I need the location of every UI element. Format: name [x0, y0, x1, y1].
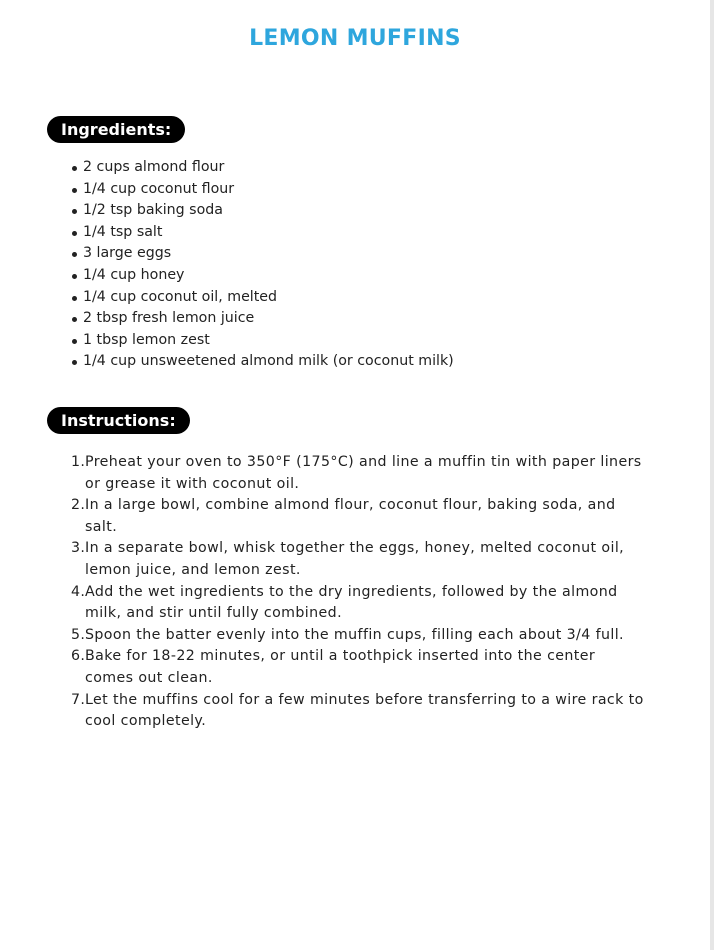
- ingredient-item: 1/4 cup coconut oil, melted: [83, 287, 454, 309]
- ingredient-item: 2 tbsp fresh lemon juice: [83, 308, 454, 330]
- instruction-step: [71, 452, 645, 495]
- ingredient-item: 1/4 tsp salt: [83, 222, 454, 244]
- ingredients-heading: Ingredients:: [47, 116, 185, 143]
- step-text: Add the wet ingredients to the dry ingredients, followed by the almond milk, and stir until fully combined.: [85, 583, 618, 622]
- step-text: In a separate bowl, whisk together the eggs, honey, melted coconut oil, lemon juice, and lemon zest.: [85, 540, 625, 578]
- instructions-heading: Instructions:: [47, 407, 190, 434]
- step-number: 6.: [71, 648, 86, 665]
- step-text: Preheat your oven to 350°F (175°C) and line a muffin tin with paper liners or grease it with coconut oil.: [85, 454, 642, 492]
- step-number: 2.: [71, 497, 86, 514]
- ingredient-item: 1/4 cup unsweetened almond milk (or coconut milk): [83, 351, 454, 373]
- ingredient-item: 2 cups almond flour: [83, 157, 454, 179]
- ingredient-item: 3 large eggs: [83, 243, 454, 265]
- step-number: 4.: [71, 583, 86, 600]
- step-text: In a large bowl, combine almond flour, coconut flour, baking soda, and salt.: [85, 497, 616, 535]
- instruction-step: [71, 582, 645, 625]
- step-text: Let the muffins cool for a few minutes before transferring to a wire rack to cool completely.: [85, 691, 644, 730]
- step-number: 1.: [71, 454, 86, 470]
- instruction-step: [71, 495, 645, 538]
- ingredient-item: 1/2 tsp baking soda: [83, 200, 454, 222]
- step-number: 5.: [71, 626, 86, 643]
- ingredient-item: 1/4 cup coconut flour: [83, 179, 454, 201]
- step-text: Bake for 18-22 minutes, or until a toothpick inserted into the center comes out clean.: [85, 648, 596, 686]
- step-number: 3.: [71, 540, 86, 557]
- page-title: LEMON MUFFINS: [249, 26, 461, 51]
- ingredient-item: 1 tbsp lemon zest: [83, 330, 454, 352]
- page-edge: [710, 0, 714, 950]
- step-text: Spoon the batter evenly into the muffin cups, filling each about 3/4 full.: [85, 626, 624, 643]
- step-number: 7.: [71, 691, 86, 708]
- instruction-step: [71, 538, 645, 581]
- instruction-step: [71, 690, 645, 733]
- ingredient-item: 1/4 cup honey: [83, 265, 454, 287]
- instruction-step: [71, 646, 645, 689]
- instructions-list: [71, 452, 645, 733]
- ingredients-list: [83, 157, 454, 373]
- instruction-step: [71, 625, 645, 647]
